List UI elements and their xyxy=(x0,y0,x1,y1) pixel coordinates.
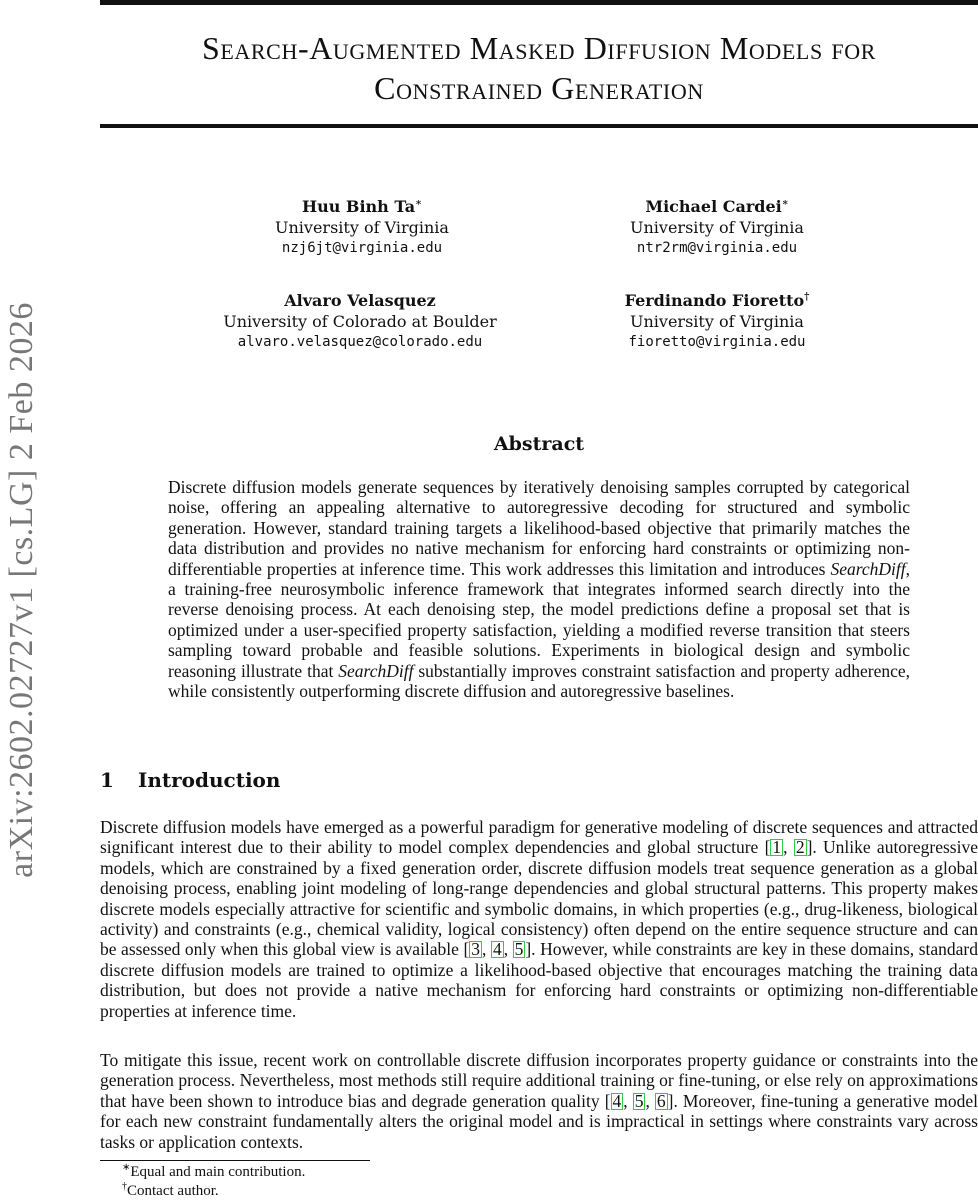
footnote-mark: † xyxy=(122,1181,127,1192)
author-name: Huu Binh Ta xyxy=(301,197,416,216)
footnote-rule xyxy=(100,1160,370,1161)
author-mark: ∗ xyxy=(781,197,789,209)
citation-link[interactable]: 5 xyxy=(634,1090,644,1111)
author-email[interactable]: nzj6jt@virginia.edu xyxy=(281,240,443,256)
author-email[interactable]: ntr2rm@virginia.edu xyxy=(636,240,798,256)
author-block xyxy=(232,196,492,259)
citation-link[interactable]: 5 xyxy=(514,939,524,960)
citation-link[interactable]: 2 xyxy=(795,837,805,858)
title-line-2: Constrained Generation xyxy=(374,70,704,106)
author-mark: ∗ xyxy=(415,197,423,209)
author-block xyxy=(205,290,515,353)
author-email[interactable]: alvaro.velasquez@colorado.edu xyxy=(237,334,483,350)
section-number: 1 xyxy=(100,768,114,792)
section-title: Introduction xyxy=(138,768,281,792)
intro-paragraph-2: To mitigate this issue, recent work on controllable discrete diffusion incorporates property guidance or constraints into the generation process. Nevertheless, most methods still require additional training or fine-tuning, or else rely on approximations that have been shown to introduce bias and degrade generation quality [ 4 , 5 , 6 ]. Moreover, fine-tuning a generative model for each new constraint fundamentally alters the original model and is impractical in settings where constraints vary across tasks or application contexts. xyxy=(100,1050,978,1152)
author-name: Michael Cardei xyxy=(645,197,782,216)
author-email[interactable]: fioretto@virginia.edu xyxy=(628,334,806,350)
citation-link[interactable]: 4 xyxy=(612,1090,622,1111)
author-affiliation: University of Colorado at Boulder xyxy=(223,312,497,331)
abstract-heading: Abstract xyxy=(493,433,585,455)
footnote xyxy=(122,1163,305,1181)
abstract-text: Discrete diffusion models generate sequences by iteratively denoising samples corrupted by categorical noise, offering an appealing alternative to autoregressive decoding for structured and symbolic generation. However, standard training targets a likelihood-based objective that primarily matches the data distribution and provides no native mechanism for enforcing hard constraints or optimizing non-differentiable properties at inference time. This work addresses this limitation and introduces SearchDiff, a training-free neurosymbolic inference framework that integrates informed search directly into the reverse denoising process. At each denoising step, the model predictions define a proposal set that is optimized under a user-specified property satisfaction, yielding a modified reverse transition that steers sampling toward probable and feasible solutions. Experiments in biological design and symbolic reasoning illustrate that SearchDiff substantially improves constraint satisfaction and property adherence, while consistently outperforming discrete diffusion and autoregressive baselines. xyxy=(168,477,910,702)
author-block xyxy=(590,290,844,353)
citation-link[interactable]: 1 xyxy=(772,837,782,858)
footnote-text: Equal and main contribution. xyxy=(130,1164,306,1180)
footnote-mark: ∗ xyxy=(122,1162,131,1173)
citation-link[interactable]: 3 xyxy=(471,939,481,960)
title-line-1: Search-Augmented Masked Diffusion Models for xyxy=(201,30,876,66)
footnote xyxy=(122,1182,219,1200)
citation-link[interactable]: 4 xyxy=(492,939,502,960)
author-name: Ferdinando Fioretto xyxy=(624,291,805,310)
author-name: Alvaro Velasquez xyxy=(284,291,436,310)
footnote-text: Contact author. xyxy=(127,1183,219,1199)
arxiv-sidebar xyxy=(0,0,40,1200)
paper-title xyxy=(100,28,978,108)
section-heading xyxy=(100,768,280,792)
title-bottom-rule xyxy=(100,124,978,128)
citation-link[interactable]: 6 xyxy=(656,1090,666,1111)
author-affiliation: University of Virginia xyxy=(630,218,804,237)
intro-paragraph-1: Discrete diffusion models have emerged as a powerful paradigm for generative modeling of discrete sequences and attracted significant interest due to their ability to model complex dependencies and global structure [ 1 , 2 ]. Unlike autoregressive models, which are constrained by a fixed generation order, discrete diffusion models treat sequence generation as a global denoising process, enabling joint modeling of long-range dependencies and global structural patterns. This property makes discrete models especially attractive for scientific and symbolic domains, in which properties (e.g., drug-likeness, biological activity) and constraints (e.g., chemical validity, logical consistency) often depend on the entire sequence structure and can be assessed only when this global view is available [ 3 , 4 , 5 ]. However, while constraints are key in these domains, standard discrete diffusion models are trained to optimize a likelihood-based objective that encourages matching the training data distribution, but does not provide a native mechanism for enforcing hard constraints or optimizing non-differentiable properties at inference time. xyxy=(100,817,978,1021)
author-affiliation: University of Virginia xyxy=(630,312,804,331)
title-top-rule xyxy=(100,0,978,5)
method-name: SearchDiff xyxy=(830,558,906,579)
author-mark: † xyxy=(804,291,810,303)
author-affiliation: University of Virginia xyxy=(275,218,449,237)
author-block xyxy=(590,196,844,259)
arxiv-identifier[interactable]: arXiv:2602.02727v1 [cs.LG] 2 Feb 2026 xyxy=(3,302,40,878)
method-name: SearchDiff xyxy=(338,660,414,681)
